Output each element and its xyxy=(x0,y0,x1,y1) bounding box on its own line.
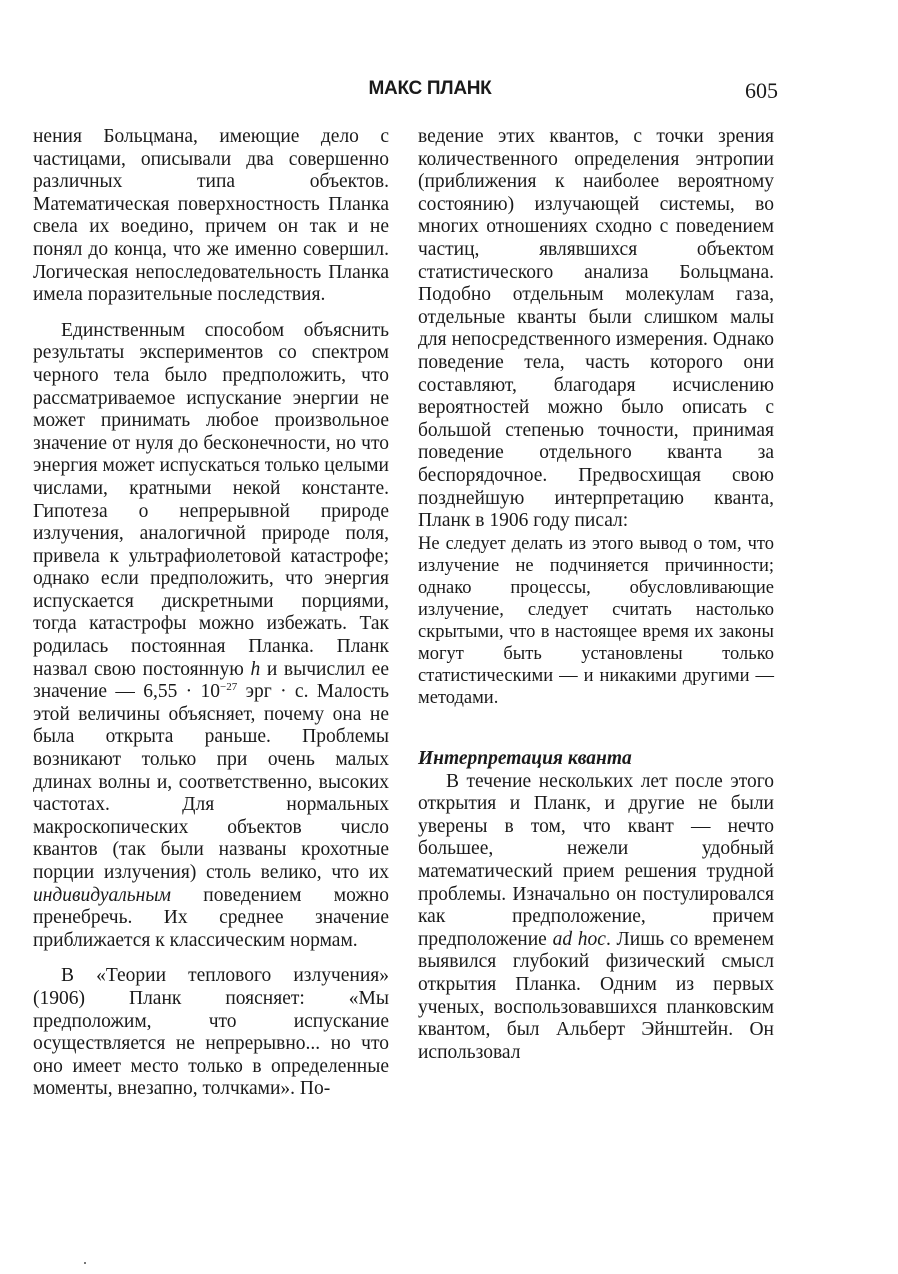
exponent: −27 xyxy=(220,681,238,694)
paragraph-text: Единственным способом объяснить результаты экспериментов со спектром черного тела было предположить, что рассматриваемое испускание энергии не может принимать любое произвольное значение от нуля до бесконечности, но что энергия может испускаться только целыми числами, кратными некой константе. Гипотеза о непрерывной природе излучения, аналогичной природе поля, привела к ультрафиолетовой катастрофе; однако если предположить, что энергия испускается дискретными порциями, тогда катастрофы можно избежать. Так родилась постоянная Планка. Планк назвал свою постоянную xyxy=(33,319,389,680)
scan-speck xyxy=(84,1262,86,1264)
left-column xyxy=(33,126,389,1101)
paragraph-text: эрг · с. Малость этой величины объясняет, почему она не была открыта раньше. Проблемы возникают только при очень малых длинах волны и, соответственно, высоких частотах. Для нормальных макроскопических объектов число квантов (так были названы крохотные порции излучения) столь велико, что их xyxy=(33,681,389,883)
section-heading: Интерпретация кванта xyxy=(418,747,632,769)
paragraph-text: и вычислил ее значение — 6,55 · 10 xyxy=(33,658,389,703)
paragraph-text: В течение нескольких лет после этого открытия и Планк, и другие не были уверены в том, что квант — нечто большее, нежели удобный математический прием решения трудной проблемы. Изначально он постулировался как предположение, причем предположение xyxy=(418,770,774,950)
constant-symbol: h xyxy=(250,658,261,680)
paragraph-continuation: нения Больцмана, имеющие дело с частицами, описывали два совершенно различных типа объектов. Математическая поверхностность Планка свела их воедино, причем он так и не понял до конца, что же именно совершил. Логическая непоследовательность Планка имела поразительные последствия. xyxy=(33,126,389,306)
paragraph-planck-constant xyxy=(33,320,389,953)
emphasis-text: ad hoc xyxy=(552,928,606,950)
running-title: МАКС ПЛАНК xyxy=(368,78,492,99)
page-number: 605 xyxy=(745,78,778,103)
running-header xyxy=(0,78,898,106)
right-column xyxy=(418,126,774,1064)
block-quote: Не следует делать из этого вывод о том, что излучение не подчиняется причинности; однако процессы, обусловливающие излучение, следует считать настолько скрытыми, что в настоящее время их законы могут быть установлены только статистическими — и никакими другими — методами. xyxy=(418,533,774,708)
emphasis-text: индивидуальным xyxy=(33,884,171,906)
paragraph-interpretation xyxy=(418,771,774,1065)
paragraph-theory-quote: В «Теории теплового излучения» (1906) Планк поясняет: «Мы предположим, что испускание осуществляется не непрерывно... но что оно имеет место только в определенные моменты, внезапно, толчками». По- xyxy=(33,965,389,1100)
paragraph-text: . Лишь со временем выявился глубокий физический смысл открытия Планка. Одним из первых ученых, воспользовавшихся планковским квантом, был Альберт Эйнштейн. Он использовал xyxy=(418,928,775,1063)
paragraph-text: поведением можно пренебречь. Их среднее значение приближается к классическим нормам. xyxy=(33,884,389,951)
paragraph-quanta-behavior: ведение этих квантов, с точки зрения количественного определения энтропии (приближения к наиболее вероятному состоянию) излучающей системы, во многих отношениях сходно с поведением частиц, являвшихся объектом статистического анализа Больцмана. Подобно отдельным молекулам газа, отдельные кванты были слишком малы для непосредственного измерения. Однако поведение тела, часть которого они составляют, благодаря исчислению вероятностей можно было описать с большой степенью точности, принимая поведение отдельного кванта за беспорядочное. Предвосхищая свою позднейшую интерпретацию кванта, Планк в 1906 году писал: xyxy=(418,126,774,532)
